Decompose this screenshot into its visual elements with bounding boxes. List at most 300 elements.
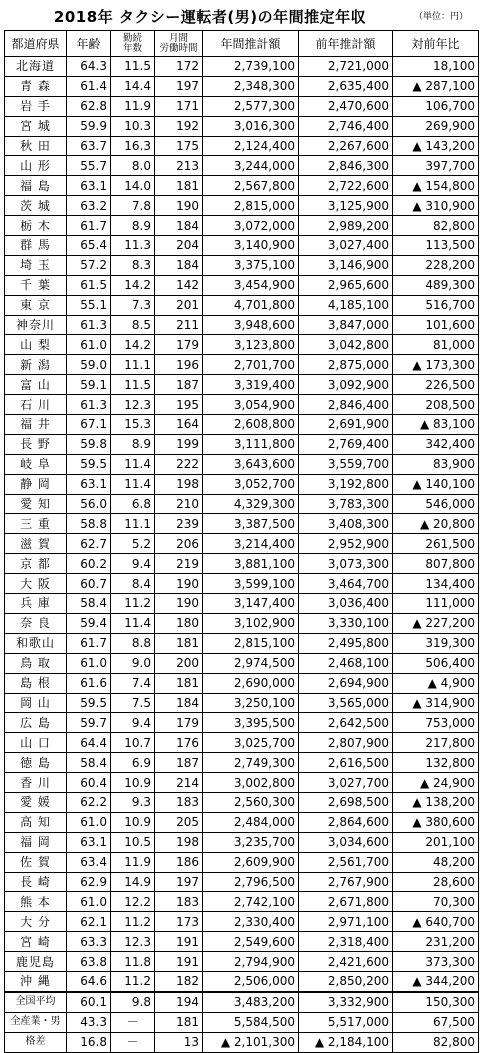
header-hours [155, 31, 203, 57]
prev-cell: 2,721,000 [299, 57, 393, 77]
hours-cell: 198 [155, 474, 203, 494]
prev-cell: 2,875,000 [299, 355, 393, 375]
age-cell: 64.3 [67, 57, 111, 77]
tenure-cell: 7.8 [111, 196, 155, 216]
tenure-cell: 12.3 [111, 395, 155, 415]
diff-cell: 753,000 [393, 713, 479, 733]
table-row [5, 653, 479, 673]
annual-cell: 2,701,700 [203, 355, 299, 375]
annual-cell: 4,701,800 [203, 295, 299, 315]
diff-cell: 373,300 [393, 952, 479, 972]
age-cell: 63.2 [67, 196, 111, 216]
pref-cell: 新 潟 [5, 355, 67, 375]
pref-cell: 神奈川 [5, 315, 67, 335]
annual-cell: 3,140,900 [203, 236, 299, 256]
table-row [5, 673, 479, 693]
age-cell: 62.9 [67, 872, 111, 892]
diff-cell: 269,900 [393, 116, 479, 136]
table-row [5, 196, 479, 216]
pref-cell: 沖 縄 [5, 971, 67, 991]
age-cell: 61.3 [67, 315, 111, 335]
table-row [5, 315, 479, 335]
age-cell: 59.8 [67, 434, 111, 454]
summary-label-cell: 格差 [5, 1032, 67, 1052]
summary-row [5, 1032, 479, 1052]
diff-cell: ▲ 154,800 [393, 176, 479, 196]
table-row [5, 176, 479, 196]
diff-cell: ▲ 344,200 [393, 971, 479, 991]
table-row [5, 216, 479, 236]
table-row [5, 952, 479, 972]
diff-cell: 48,200 [393, 852, 479, 872]
annual-cell: 3,072,000 [203, 216, 299, 236]
annual-cell: 3,244,000 [203, 156, 299, 176]
annual-cell: 5,584,500 [203, 1012, 299, 1032]
tenure-cell: 11.2 [111, 971, 155, 991]
age-cell: 56.0 [67, 494, 111, 514]
annual-cell: 3,395,500 [203, 713, 299, 733]
pref-cell: 佐 賀 [5, 852, 67, 872]
prev-cell: 2,846,400 [299, 395, 393, 415]
hours-cell: 195 [155, 395, 203, 415]
hours-cell: 199 [155, 434, 203, 454]
hours-cell: 184 [155, 216, 203, 236]
hours-cell: 190 [155, 196, 203, 216]
pref-cell: 宮 崎 [5, 932, 67, 952]
header-prev: 前年推計額 [299, 31, 393, 57]
annual-cell: 2,815,100 [203, 633, 299, 653]
annual-cell: 2,549,600 [203, 932, 299, 952]
prev-cell: 2,635,400 [299, 76, 393, 96]
diff-cell: 231,200 [393, 932, 479, 952]
annual-cell: 3,948,600 [203, 315, 299, 335]
tenure-cell: 8.9 [111, 216, 155, 236]
summary-row [5, 992, 479, 1012]
prev-cell: 2,846,300 [299, 156, 393, 176]
hours-cell: 191 [155, 932, 203, 952]
diff-cell: 546,000 [393, 494, 479, 514]
prev-cell: 2,864,600 [299, 812, 393, 832]
tenure-cell: 11.9 [111, 96, 155, 116]
annual-cell: 3,214,400 [203, 534, 299, 554]
age-cell: 63.7 [67, 136, 111, 156]
table-row [5, 534, 479, 554]
prev-cell: 3,073,300 [299, 554, 393, 574]
prev-cell: 2,952,900 [299, 534, 393, 554]
age-cell: 63.1 [67, 832, 111, 852]
prev-cell: 3,408,300 [299, 514, 393, 534]
prev-cell: 2,468,100 [299, 653, 393, 673]
annual-cell: 3,016,300 [203, 116, 299, 136]
age-cell: 61.7 [67, 633, 111, 653]
hours-cell: 213 [155, 156, 203, 176]
tenure-cell: 14.2 [111, 275, 155, 295]
table-body [5, 57, 479, 1053]
pref-cell: 秋 田 [5, 136, 67, 156]
prev-cell: 3,192,800 [299, 474, 393, 494]
annual-cell: 2,560,300 [203, 792, 299, 812]
table-row [5, 693, 479, 713]
page-title: 2018年 タクシー運転者(男)の年間推定年収 [53, 8, 367, 26]
tenure-cell: 10.3 [111, 116, 155, 136]
table-row [5, 713, 479, 733]
hours-cell: 176 [155, 733, 203, 753]
annual-cell: 2,348,300 [203, 76, 299, 96]
tenure-cell: 15.3 [111, 415, 155, 435]
pref-cell: 兵 庫 [5, 594, 67, 614]
pref-cell: 熊 本 [5, 892, 67, 912]
hours-cell: 187 [155, 375, 203, 395]
header-age: 年齢 [67, 31, 111, 57]
income-table [4, 30, 479, 1053]
hours-cell: 196 [155, 355, 203, 375]
prev-cell: 3,559,700 [299, 454, 393, 474]
age-cell: 58.8 [67, 514, 111, 534]
age-cell: 55.7 [67, 156, 111, 176]
tenure-cell: 10.5 [111, 832, 155, 852]
pref-cell: 千 葉 [5, 275, 67, 295]
pref-cell: 広 島 [5, 713, 67, 733]
table-row [5, 116, 479, 136]
hours-cell: 184 [155, 693, 203, 713]
prev-cell: 3,042,800 [299, 335, 393, 355]
age-cell: 59.9 [67, 116, 111, 136]
diff-cell: 489,300 [393, 275, 479, 295]
table-row [5, 57, 479, 77]
hours-cell: 219 [155, 554, 203, 574]
annual-cell: 3,643,600 [203, 454, 299, 474]
pref-cell: 静 岡 [5, 474, 67, 494]
diff-cell: ▲ 143,200 [393, 136, 479, 156]
diff-cell: 228,200 [393, 255, 479, 275]
tenure-cell: 9.3 [111, 792, 155, 812]
table-row [5, 355, 479, 375]
diff-cell: 217,800 [393, 733, 479, 753]
hours-cell: 13 [155, 1032, 203, 1052]
tenure-cell: 11.1 [111, 355, 155, 375]
diff-cell: 18,100 [393, 57, 479, 77]
hours-cell: 183 [155, 792, 203, 812]
pref-cell: 北海道 [5, 57, 67, 77]
tenure-cell: 8.4 [111, 574, 155, 594]
diff-cell: 506,400 [393, 653, 479, 673]
annual-cell: 2,690,000 [203, 673, 299, 693]
hours-cell: 239 [155, 514, 203, 534]
tenure-cell: 14.4 [111, 76, 155, 96]
tenure-cell: 12.3 [111, 932, 155, 952]
pref-cell: 富 山 [5, 375, 67, 395]
diff-cell: 83,900 [393, 454, 479, 474]
hours-cell: 182 [155, 971, 203, 991]
prev-cell: 3,330,100 [299, 613, 393, 633]
prev-cell: 3,565,000 [299, 693, 393, 713]
prev-cell: 2,267,600 [299, 136, 393, 156]
diff-cell: 319,300 [393, 633, 479, 653]
diff-cell: 113,500 [393, 236, 479, 256]
annual-cell: 2,742,100 [203, 892, 299, 912]
pref-cell: 奈 良 [5, 613, 67, 633]
annual-cell: 2,749,300 [203, 753, 299, 773]
tenure-cell: 11.4 [111, 454, 155, 474]
diff-cell: 226,500 [393, 375, 479, 395]
table-row [5, 594, 479, 614]
diff-cell: 261,500 [393, 534, 479, 554]
diff-cell: 70,300 [393, 892, 479, 912]
diff-cell: ▲ 4,900 [393, 673, 479, 693]
hours-cell: 190 [155, 574, 203, 594]
annual-cell: 3,881,100 [203, 554, 299, 574]
prev-cell: 2,671,800 [299, 892, 393, 912]
diff-cell: ▲ 20,800 [393, 514, 479, 534]
tenure-cell: 11.9 [111, 852, 155, 872]
annual-cell: 3,454,900 [203, 275, 299, 295]
annual-cell: 2,506,000 [203, 971, 299, 991]
table-row [5, 375, 479, 395]
diff-cell: ▲ 24,900 [393, 773, 479, 793]
tenure-cell: 11.4 [111, 613, 155, 633]
tenure-cell: 6.8 [111, 494, 155, 514]
annual-cell: 2,577,300 [203, 96, 299, 116]
prev-cell: 3,034,600 [299, 832, 393, 852]
tenure-cell: 10.9 [111, 812, 155, 832]
age-cell: 61.4 [67, 76, 111, 96]
age-cell: 61.3 [67, 395, 111, 415]
tenure-cell: 9.8 [111, 992, 155, 1012]
age-cell: 60.7 [67, 574, 111, 594]
tenure-cell: 7.5 [111, 693, 155, 713]
prev-cell: 2,691,900 [299, 415, 393, 435]
tenure-cell: 11.5 [111, 375, 155, 395]
hours-cell: 181 [155, 176, 203, 196]
age-cell: 63.1 [67, 474, 111, 494]
diff-cell: 101,600 [393, 315, 479, 335]
header-tenure [111, 31, 155, 57]
summary-label-cell: 全国平均 [5, 992, 67, 1012]
tenure-cell: 7.4 [111, 673, 155, 693]
age-cell: 55.1 [67, 295, 111, 315]
age-cell: 59.0 [67, 355, 111, 375]
annual-cell: 3,025,700 [203, 733, 299, 753]
header-diff: 対前年比 [393, 31, 479, 57]
pref-cell: 茨 城 [5, 196, 67, 216]
tenure-cell: 8.8 [111, 633, 155, 653]
age-cell: 62.2 [67, 792, 111, 812]
age-cell: 61.0 [67, 812, 111, 832]
annual-cell: 3,599,100 [203, 574, 299, 594]
prev-cell: 3,125,900 [299, 196, 393, 216]
pref-cell: 香 川 [5, 773, 67, 793]
diff-cell: ▲ 310,900 [393, 196, 479, 216]
diff-cell: 132,800 [393, 753, 479, 773]
diff-cell: 82,800 [393, 1032, 479, 1052]
prev-cell: 3,092,900 [299, 375, 393, 395]
annual-cell: 2,794,900 [203, 952, 299, 972]
tenure-cell: 10.9 [111, 773, 155, 793]
pref-cell: 京 都 [5, 554, 67, 574]
tenure-cell: 5.2 [111, 534, 155, 554]
age-cell: 59.1 [67, 375, 111, 395]
prev-cell: 3,783,300 [299, 494, 393, 514]
age-cell: 58.4 [67, 753, 111, 773]
table-row [5, 434, 479, 454]
annual-cell: 3,235,700 [203, 832, 299, 852]
diff-cell: 28,600 [393, 872, 479, 892]
pref-cell: 高 知 [5, 812, 67, 832]
age-cell: 61.6 [67, 673, 111, 693]
annual-cell: 3,250,100 [203, 693, 299, 713]
pref-cell: 山 口 [5, 733, 67, 753]
pref-cell: 鳥 取 [5, 653, 67, 673]
annual-cell: 2,330,400 [203, 912, 299, 932]
tenure-cell: 11.4 [111, 474, 155, 494]
table-row [5, 255, 479, 275]
header-pref: 都道府県 [5, 31, 67, 57]
pref-cell: 大 阪 [5, 574, 67, 594]
prev-cell: 2,767,900 [299, 872, 393, 892]
pref-cell: 三 重 [5, 514, 67, 534]
pref-cell: 山 梨 [5, 335, 67, 355]
table-row [5, 872, 479, 892]
age-cell: 59.5 [67, 693, 111, 713]
table-row [5, 773, 479, 793]
table-row [5, 335, 479, 355]
hours-cell: 190 [155, 594, 203, 614]
table-row [5, 812, 479, 832]
diff-cell: 150,300 [393, 992, 479, 1012]
hours-cell: 197 [155, 872, 203, 892]
diff-cell: ▲ 138,200 [393, 792, 479, 812]
header-row [5, 31, 479, 57]
hours-cell: 171 [155, 96, 203, 116]
table-row [5, 892, 479, 912]
pref-cell: 鹿児島 [5, 952, 67, 972]
diff-cell: 208,500 [393, 395, 479, 415]
table-row [5, 415, 479, 435]
tenure-cell: 7.3 [111, 295, 155, 315]
header-hours-text: 月間 労働時間 [159, 32, 198, 54]
pref-cell: 岡 山 [5, 693, 67, 713]
annual-cell: 2,974,500 [203, 653, 299, 673]
table-row [5, 633, 479, 653]
table-row [5, 832, 479, 852]
table-row [5, 395, 479, 415]
tenure-cell: 14.2 [111, 335, 155, 355]
table-row [5, 514, 479, 534]
table-row [5, 295, 479, 315]
age-cell: 60.4 [67, 773, 111, 793]
hours-cell: 194 [155, 992, 203, 1012]
age-cell: 61.5 [67, 275, 111, 295]
table-row [5, 574, 479, 594]
pref-cell: 大 分 [5, 912, 67, 932]
hours-cell: 183 [155, 892, 203, 912]
pref-cell: 徳 島 [5, 753, 67, 773]
annual-cell: 2,739,100 [203, 57, 299, 77]
summary-label-cell: 全産業・男 [5, 1012, 67, 1032]
prev-cell: 3,036,400 [299, 594, 393, 614]
hours-cell: 184 [155, 255, 203, 275]
age-cell: 16.8 [67, 1032, 111, 1052]
diff-cell: 134,400 [393, 574, 479, 594]
pref-cell: 愛 知 [5, 494, 67, 514]
prev-cell: 2,746,400 [299, 116, 393, 136]
annual-cell: 4,329,300 [203, 494, 299, 514]
pref-cell: 和歌山 [5, 633, 67, 653]
age-cell: 60.2 [67, 554, 111, 574]
diff-cell: 111,000 [393, 594, 479, 614]
tenure-cell: 9.4 [111, 554, 155, 574]
prev-cell: 2,616,500 [299, 753, 393, 773]
tenure-cell: 11.5 [111, 57, 155, 77]
age-cell: 43.3 [67, 1012, 111, 1032]
pref-cell: 愛 媛 [5, 792, 67, 812]
diff-cell: 106,700 [393, 96, 479, 116]
tenure-cell: 9.0 [111, 653, 155, 673]
hours-cell: 191 [155, 952, 203, 972]
prev-cell: 4,185,100 [299, 295, 393, 315]
tenure-cell: 14.0 [111, 176, 155, 196]
hours-cell: 200 [155, 653, 203, 673]
annual-cell: 3,387,500 [203, 514, 299, 534]
annual-cell: 3,111,800 [203, 434, 299, 454]
pref-cell: 長 崎 [5, 872, 67, 892]
prev-cell: 2,318,400 [299, 932, 393, 952]
prev-cell: 2,971,100 [299, 912, 393, 932]
age-cell: 65.4 [67, 236, 111, 256]
hours-cell: 214 [155, 773, 203, 793]
annual-cell: 3,319,400 [203, 375, 299, 395]
diff-cell: 807,800 [393, 554, 479, 574]
age-cell: 64.4 [67, 733, 111, 753]
age-cell: 61.0 [67, 892, 111, 912]
tenure-cell: － [111, 1032, 155, 1052]
hours-cell: 181 [155, 633, 203, 653]
pref-cell: 宮 城 [5, 116, 67, 136]
diff-cell: ▲ 83,100 [393, 415, 479, 435]
age-cell: 57.2 [67, 255, 111, 275]
hours-cell: 164 [155, 415, 203, 435]
table-row [5, 852, 479, 872]
age-cell: 63.3 [67, 932, 111, 952]
hours-cell: 173 [155, 912, 203, 932]
table-row [5, 554, 479, 574]
diff-cell: ▲ 640,700 [393, 912, 479, 932]
prev-cell: 2,965,600 [299, 275, 393, 295]
prev-cell: 2,495,800 [299, 633, 393, 653]
hours-cell: 210 [155, 494, 203, 514]
diff-cell: 67,500 [393, 1012, 479, 1032]
tenure-cell: 8.5 [111, 315, 155, 335]
pref-cell: 青 森 [5, 76, 67, 96]
hours-cell: 186 [155, 852, 203, 872]
hours-cell: 181 [155, 673, 203, 693]
hours-cell: 179 [155, 713, 203, 733]
table-row [5, 76, 479, 96]
table-row [5, 971, 479, 991]
age-cell: 61.7 [67, 216, 111, 236]
prev-cell: 3,027,700 [299, 773, 393, 793]
diff-cell: ▲ 380,600 [393, 812, 479, 832]
table-row [5, 96, 479, 116]
annual-cell: 2,608,800 [203, 415, 299, 435]
table-row [5, 613, 479, 633]
tenure-cell: 9.4 [111, 713, 155, 733]
prev-cell: 2,642,500 [299, 713, 393, 733]
prev-cell: 3,464,700 [299, 574, 393, 594]
diff-cell: ▲ 287,100 [393, 76, 479, 96]
table-row [5, 136, 479, 156]
diff-cell: 342,400 [393, 434, 479, 454]
